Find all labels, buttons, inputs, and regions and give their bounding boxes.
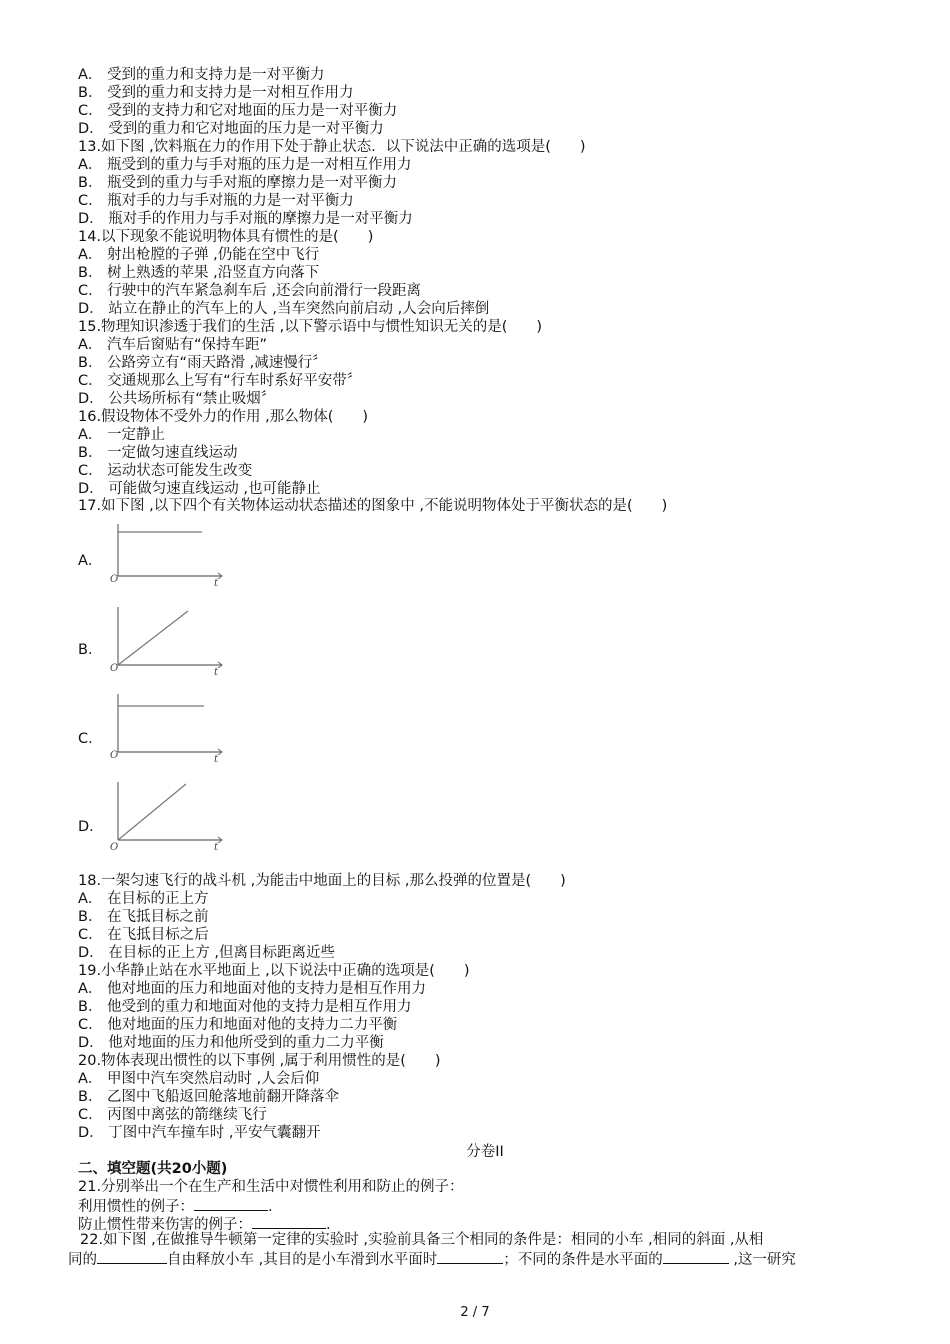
q17-graph-a-row [78,520,278,590]
q20-option-a: A． 甲图中汽车突然启动时 ,人会后仰 [78,1071,320,1087]
origin-label: O [110,574,119,585]
q18-option-d: D． 在目标的正上方 ,但离目标距离近些 [78,945,335,961]
t-axis-label: t [214,754,219,764]
q22-blank-2[interactable] [437,1249,503,1264]
t-axis-label: t [214,667,219,677]
q20-option-d: D． 丁图中汽车撞车时 ,平安气囊翻开 [78,1125,321,1141]
q17-graph-c [108,692,228,764]
q21-use-blank[interactable] [194,1196,268,1211]
q20-option-c: C． 丙图中离弦的箭继续飞行 [78,1107,267,1123]
q12-option-d: D． 受到的重力和它对地面的压力是一对平衡力 [78,121,384,137]
q12-option-b: B． 受到的重力和支持力是一对相互作用力 [78,85,354,101]
q17-graph-a [108,520,228,588]
data-line [118,784,186,840]
q16-option-c: C． 运动状态可能发生改变 [78,463,253,479]
q15-option-c: C． 交通规那么上写有“行车时系好平安带〞 [78,373,362,389]
q13-option-b: B． 瓶受到的重力与手对瓶的摩擦力是一对平衡力 [78,175,398,191]
q17-stem: 17.如下图 ,以下四个有关物体运动状态描述的图象中 ,不能说明物体处于平衡状态的是( ) [78,498,668,514]
q15-option-b: B． 公路旁立有“雨天路滑 ,减速慢行〞 [78,355,327,371]
q15-stem: 15.物理知识渗透于我们的生活 ,以下警示语中与惯性知识无关的是( ) [78,319,543,335]
q17-graph-b-label: B． [78,642,103,658]
q13-option-d: D． 瓶对手的作用力与手对瓶的摩擦力是一对平衡力 [78,211,413,227]
q18-stem: 18.一架匀速飞行的战斗机 ,为能击中地面上的目标 ,那么投弹的位置是( ) [78,873,566,889]
q21-period: . [268,1199,273,1215]
q12-option-c: C． 受到的支持力和它对地面的压力是一对平衡力 [78,103,398,119]
q19-option-c: C． 他对地面的压力和地面对他的支持力二力平衡 [78,1017,398,1033]
section-title: 分卷II [466,1144,504,1160]
q21-use-label: 利用惯性的例子： [78,1199,194,1215]
q17-graph-c-label: C． [78,731,103,747]
q14-stem: 14.以下现象不能说明物体具有惯性的是( ) [78,229,374,245]
q15-option-d: D． 公共场所标有“禁止吸烟〞 [78,391,276,407]
q16-option-b: B． 一定做匀速直线运动 [78,445,238,461]
t-axis-label: t [214,578,219,588]
q19-option-b: B． 他受到的重力和地面对他的支持力是相互作用力 [78,999,412,1015]
q12-option-a: A． 受到的重力和支持力是一对平衡力 [78,67,325,83]
q14-option-b: B． 树上熟透的苹果 ,沿竖直方向落下 [78,265,320,281]
q22-blank-3[interactable] [663,1249,729,1264]
q18-option-b: B． 在飞抵目标之前 [78,909,209,925]
origin-label: O [110,842,119,853]
q19-option-a: A． 他对地面的压力和地面对他的支持力是相互作用力 [78,981,427,997]
q21-prevent-label: 防止惯性带来伤害的例子： [78,1217,252,1233]
q21-period-2: . [326,1217,331,1233]
q19-option-d: D． 他对地面的压力和他所受到的重力二力平衡 [78,1035,384,1051]
q13-option-c: C． 瓶对手的力与手对瓶的力是一对平衡力 [78,193,354,209]
page-number: 2 / 7 [460,1305,490,1320]
q20-option-b: B． 乙图中飞船返回舱落地前翻开降落伞 [78,1089,340,1105]
q21-stem: 21.分别举出一个在生产和生活中对惯性利用和防止的例子： [78,1179,464,1195]
t-axis-label: t [214,842,219,853]
q18-option-c: C． 在飞抵目标之后 [78,927,209,943]
q17-graph-b-row [78,605,278,680]
fill-in-heading: 二、填空题(共20小题) [78,1161,228,1177]
q21-prevent-blank[interactable] [252,1214,326,1229]
origin-label: O [110,750,119,761]
q16-option-a: A． 一定静止 [78,427,166,443]
q17-graph-b [108,605,228,677]
q22-blank-1[interactable] [97,1249,167,1264]
q16-stem: 16.假设物体不受外力的作用 ,那么物体( ) [78,409,369,425]
q16-option-d: D． 可能做匀速直线运动 ,也可能静止 [78,481,321,497]
q13-option-a: A． 瓶受到的重力与手对瓶的压力是一对相互作用力 [78,157,412,173]
q17-graph-c-row [78,692,278,767]
q18-option-a: A． 在目标的正上方 [78,891,209,907]
q17-graph-a-label: A． [78,553,103,569]
q17-graph-d-row [78,780,278,855]
q22-line-2: 同的 自由释放小车 ,其目的是小车滑到水平面时 ；不同的条件是水平面的 ,这一研究 [68,1249,796,1269]
q21-line-1 [78,1196,273,1216]
q14-option-c: C． 行驶中的汽车紧急刹车后 ,还会向前滑行一段距离 [78,283,421,299]
q17-graph-d-label: D． [78,819,104,835]
q22-line-1: 22.如下图 ,在做推导牛顿第一定律的实验时 ,实验前具备三个相同的条件是：相同的小车 ,相同的斜面 ,从相 [80,1232,764,1248]
q19-stem: 19.小华静止站在水平地面上 ,以下说法中正确的选项是( ) [78,963,470,979]
q15-option-a: A． 汽车后窗贴有“保持车距” [78,337,268,353]
q14-option-a: A． 射出枪膛的子弹 ,仍能在空中飞行 [78,247,320,263]
q14-option-d: D． 站立在静止的汽车上的人 ,当车突然向前启动 ,人会向后摔倒 [78,301,490,317]
q20-stem: 20.物体表现出惯性的以下事例 ,属于利用惯性的是( ) [78,1053,441,1069]
q17-graph-d [108,780,228,854]
data-line [118,611,188,665]
origin-label: O [110,663,119,674]
q13-stem: 13.如下图 ,饮料瓶在力的作用下处于静止状态．以下说法中正确的选项是( ) [78,139,586,155]
